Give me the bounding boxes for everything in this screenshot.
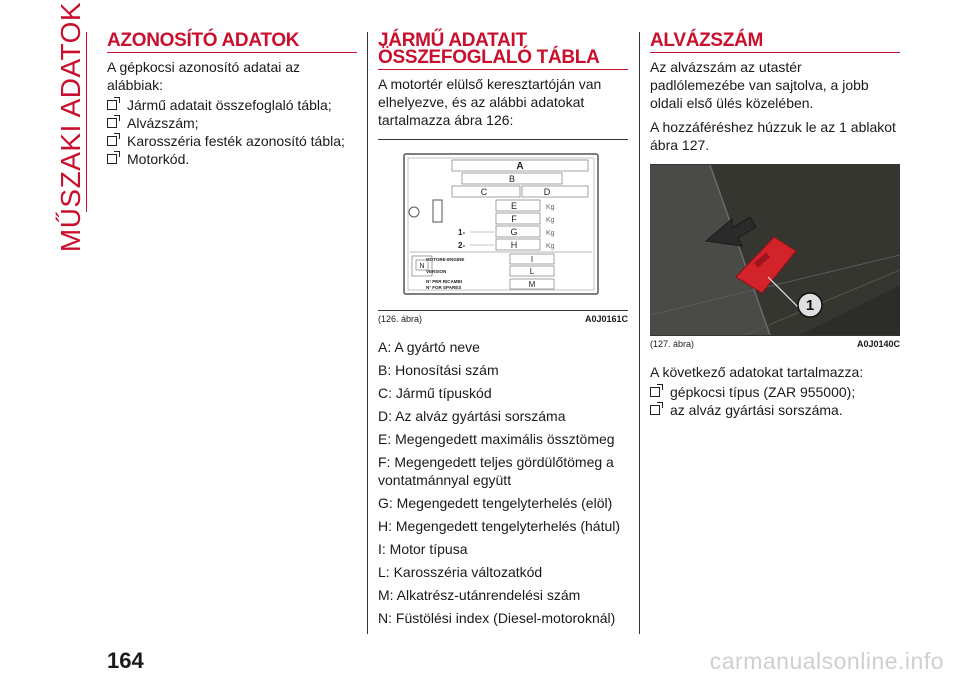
- list-item: L: Karosszéria változatkód: [378, 564, 543, 580]
- chassis-paragraph-2: A hozzáféréshez húzzuk le az 1 ablakot ábra 127.: [650, 119, 896, 153]
- plate-label-g: G: [510, 227, 518, 237]
- list-item: [107, 114, 357, 132]
- plate-label-b: B: [508, 174, 516, 184]
- plate-label-l: L: [529, 267, 535, 276]
- figure-127-caption-text: (127. ábra): [650, 339, 695, 349]
- column-identification: [107, 32, 357, 168]
- vehicle-plate-illustration: [378, 140, 628, 310]
- page-number: 164: [107, 648, 144, 673]
- list-item: [107, 96, 357, 114]
- vehicle-plate-heading: [378, 32, 628, 70]
- plate-label-i: I: [530, 255, 534, 264]
- checkbox-bullet-icon: [650, 405, 660, 415]
- list-item-text: Alvázszám;: [127, 115, 199, 131]
- chassis-contents-intro: A következő adatokat tartalmazza:: [650, 364, 864, 380]
- list-item: I: Motor típusa: [378, 541, 468, 557]
- column-divider: [367, 32, 368, 634]
- chassis-contents-list: [650, 383, 900, 419]
- plate-motore-label: MOTORE-ENGINE: [426, 257, 465, 262]
- plate-spares-label-1: N° PER RICAMBI: [426, 279, 463, 284]
- list-item: F: Megengedett teljes gördülőtömeg a vontatmánnyal együtt: [378, 454, 614, 488]
- list-item: E: Megengedett maximális össztömeg: [378, 431, 615, 447]
- figure-127-code: A0J0140C: [856, 339, 900, 349]
- list-item-text: Motorkód.: [127, 151, 190, 167]
- plate-version-label: VERSION: [426, 269, 447, 274]
- list-item-text: Jármű adatait összefoglaló tábla;: [127, 97, 332, 113]
- figure-127-callout-1: 1: [805, 297, 815, 314]
- list-item-text: az alváz gyártási sorszáma.: [670, 402, 843, 418]
- list-item: [107, 132, 357, 150]
- plate-label-n: N: [419, 263, 425, 270]
- vehicle-plate-heading-line2: ÖSSZEFOGLALÓ TÁBLA: [378, 47, 600, 68]
- figure-126-caption: [378, 314, 628, 324]
- list-item: B: Honosítási szám: [378, 362, 499, 378]
- plate-row-2: 2-: [458, 241, 466, 250]
- plate-row-1: 1-: [458, 228, 466, 237]
- plate-label-h: H: [510, 240, 518, 250]
- figure-126-caption-text: (126. ábra): [378, 314, 423, 324]
- list-item: G: Megengedett tengelyterhelés (elöl): [378, 495, 613, 511]
- figure-126-code: A0J0161C: [584, 314, 628, 324]
- checkbox-bullet-icon: [650, 387, 660, 397]
- watermark: carmanualsonline.info: [709, 648, 944, 674]
- column-chassis-number: [650, 32, 900, 419]
- plate-kg-2: Kg: [546, 217, 555, 224]
- plate-label-f: F: [511, 214, 517, 224]
- checkbox-bullet-icon: [107, 136, 117, 146]
- side-section-title: [48, 1, 94, 253]
- checkbox-bullet-icon: [107, 100, 117, 110]
- chassis-photo-illustration: [650, 165, 900, 335]
- plate-label-a: A: [516, 161, 524, 172]
- list-item: H: Megengedett tengelyterhelés (hátul): [378, 518, 621, 534]
- figure-127-caption: [650, 339, 900, 349]
- identification-heading: AZONOSÍTÓ ADATOK: [107, 32, 357, 53]
- identification-list: [107, 96, 357, 168]
- list-item-text: Karosszéria festék azonosító tábla;: [127, 133, 345, 149]
- list-item: C: Jármű típuskód: [378, 385, 492, 401]
- plate-label-c: C: [480, 187, 488, 197]
- list-item: [107, 150, 357, 168]
- plate-label-d: D: [543, 187, 551, 197]
- vehicle-plate-heading-line1: JÁRMŰ ADATAIT: [378, 30, 527, 51]
- column-vehicle-plate: [378, 32, 628, 632]
- list-item: [650, 383, 900, 401]
- list-item: D: Az alváz gyártási sorszáma: [378, 408, 566, 424]
- list-item: A: A gyártó neve: [378, 339, 480, 355]
- checkbox-bullet-icon: [107, 154, 117, 164]
- plate-spares-label-2: N° FOR SPARES: [426, 285, 462, 290]
- identification-intro: A gépkocsi azonosító adatai az alábbiak:: [107, 59, 301, 93]
- vehicle-plate-intro: A motortér elülső keresztartóján van elhelyezve, és az alábbi adatokat tartalmazza ábra 126:: [378, 76, 602, 128]
- plate-kg-1: Kg: [546, 204, 555, 211]
- plate-kg-3: Kg: [546, 230, 555, 237]
- chassis-paragraph-1: Az alvázszám az utastér padlólemezébe van sajtolva, a jobb oldali első ülés közelében.: [650, 59, 869, 111]
- list-item: N: Füstölési index (Diesel-motoroknál): [378, 610, 616, 626]
- list-item: [650, 401, 900, 419]
- checkbox-bullet-icon: [107, 118, 117, 128]
- plate-label-e: E: [510, 201, 518, 211]
- figure-127: [650, 164, 900, 336]
- chassis-heading: ALVÁZSZÁM: [650, 32, 900, 53]
- plate-kg-4: Kg: [546, 243, 555, 250]
- plate-label-m: M: [528, 280, 536, 289]
- figure-126: [378, 139, 628, 311]
- list-item: M: Alkatrész-utánrendelési szám: [378, 587, 581, 603]
- list-item-text: gépkocsi típus (ZAR 955000);: [670, 384, 856, 400]
- column-divider: [639, 32, 640, 634]
- plate-label-list: [378, 338, 628, 627]
- side-section-title-text: MŰSZAKI ADATOK: [55, 1, 86, 253]
- side-rule: [86, 32, 87, 212]
